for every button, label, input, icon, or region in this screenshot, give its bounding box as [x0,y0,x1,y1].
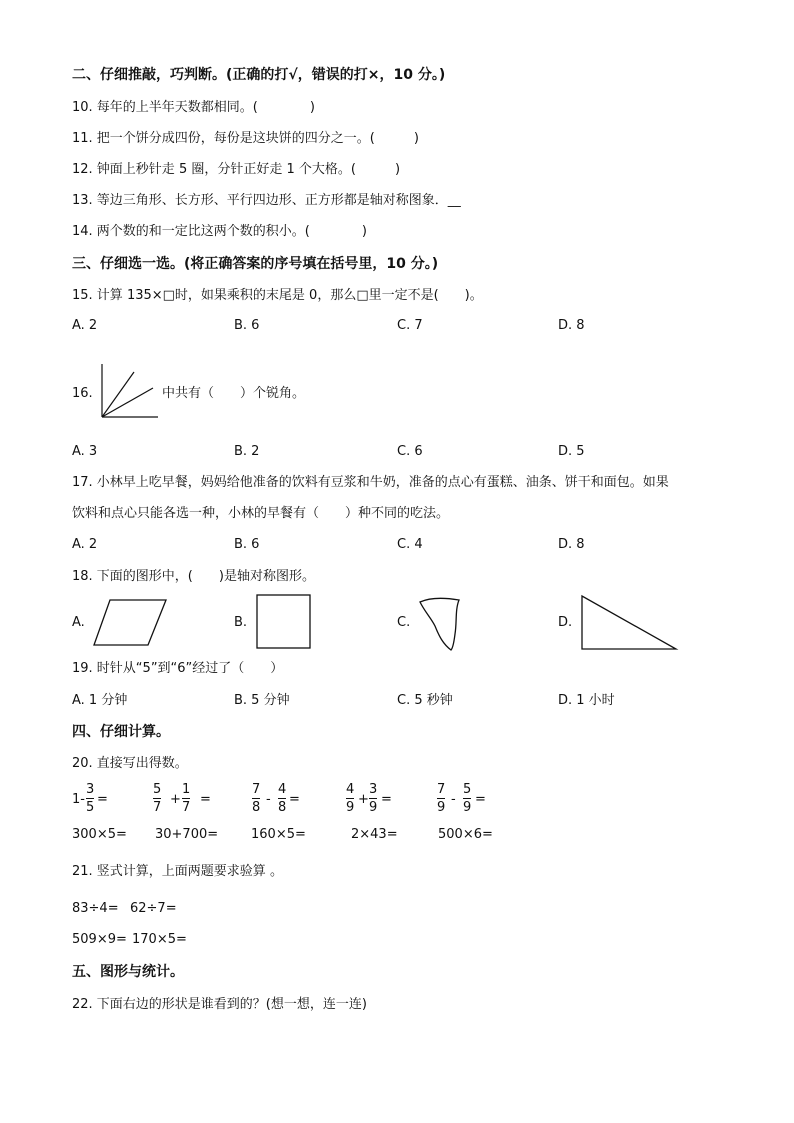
expr2-equals: = [200,792,211,807]
question-16-number: 16. [72,386,93,401]
section-heading-judge: 二、仔细推敲，巧判断。(正确的打√，错误的打×，10 分。) [72,67,446,83]
fraction: 3 9 [369,782,378,815]
fraction: 3 5 [86,782,95,815]
expr3-operator: - [266,792,271,807]
vertical-calc-item: 83÷4= [72,901,119,916]
q17-option-c: C. 4 [397,537,423,552]
question-15: 15. 计算 135×□时，如果乘积的末尾是 0，那么□里一定不是( )。 [72,288,483,303]
question-17-line2: 饮料和点心只能各选一种，小林的早餐有（ ）种不同的吃法。 [72,506,450,521]
q16-option-d: D. 5 [558,444,585,459]
question-16-stem: 中共有（ ）个锐角。 [162,386,306,401]
q17-option-a: A. 2 [72,537,98,552]
fraction: 7 8 [252,782,261,815]
calc-item: 500×6= [438,827,493,842]
vertical-calc-item: 509×9= [72,932,127,947]
question-22: 22. 下面右边的形状是谁看到的？(想一想，连一连) [72,997,367,1012]
section-heading-geometry: 五、图形与统计。 [72,964,184,980]
question-18: 18. 下面的图形中，( )是轴对称图形。 [72,569,315,584]
fraction: 5 9 [463,782,472,815]
expr4-operator: + [358,792,369,807]
vertical-calc-item: 170×5= [132,932,187,947]
fraction: 4 8 [278,782,287,815]
question-11: 11. 把一个饼分成四份，每份是这块饼的四分之一。( ) [72,131,419,146]
question-20: 20. 直接写出得数。 [72,756,188,771]
q18-label-a: A. [72,615,85,630]
q18-label-c: C. [397,615,411,630]
calc-item: 160×5= [251,827,306,842]
expr4-equals: = [381,792,392,807]
question-19: 19. 时针从“5”到“6”经过了（ ） [72,661,284,676]
question-12: 12. 钟面上秒针走 5 圈，分针正好走 1 个大格。( ) [72,162,401,177]
q18-label-d: D. [558,615,573,630]
expr2-operator: + [170,792,181,807]
calc-item: 2×43= [351,827,398,842]
q19-option-c: C. 5 秒钟 [397,693,453,708]
q17-option-b: B. 6 [234,537,260,552]
question-13: 13. 等边三角形、长方形、平行四边形、正方形都是轴对称图象．__ [72,193,461,208]
q17-option-d: D. 8 [558,537,585,552]
question-17-line1: 17. 小林早上吃早餐，妈妈给他准备的饮料有豆浆和牛奶，准备的点心有蛋糕、油条、饼干和面包。如果 [72,475,669,490]
q16-option-c: C. 6 [397,444,423,459]
q19-option-d: D. 1 小时 [558,693,615,708]
irregular-shape [417,596,467,652]
question-10: 10. 每年的上半年天数都相同。( ) [72,100,315,115]
question-21: 21. 竖式计算，上面两题要求验算 。 [72,864,283,879]
angle-figure [98,362,160,420]
section-heading-choice: 三、仔细选一选。(将正确答案的序号填在括号里，10 分。) [72,256,439,272]
q19-option-a: A. 1 分钟 [72,693,128,708]
fraction: 7 9 [437,782,446,815]
expr1-equals: = [97,792,108,807]
vertical-calc-item: 62÷7= [130,901,177,916]
q16-option-b: B. 2 [234,444,260,459]
expr5-operator: - [451,792,456,807]
expr3-equals: = [289,792,300,807]
q15-option-d: D. 8 [558,318,585,333]
question-14: 14. 两个数的和一定比这两个数的积小。( ) [72,224,367,239]
q15-option-c: C. 7 [397,318,423,333]
expr5-equals: = [475,792,486,807]
expr1-prefix: 1- [72,792,85,807]
q15-option-b: B. 6 [234,318,260,333]
parallelogram-shape [92,598,168,648]
square-shape [256,594,312,650]
section-heading-calc: 四、仔细计算。 [72,724,170,740]
right-triangle-shape [580,594,680,652]
q18-label-b: B. [234,615,248,630]
q15-option-a: A. 2 [72,318,98,333]
fraction: 1 7 [182,782,191,815]
fraction: 5 7 [153,782,162,815]
calc-item: 30+700= [155,827,219,842]
calc-item: 300×5= [72,827,127,842]
fraction: 4 9 [346,782,355,815]
q16-option-a: A. 3 [72,444,98,459]
q19-option-b: B. 5 分钟 [234,693,290,708]
